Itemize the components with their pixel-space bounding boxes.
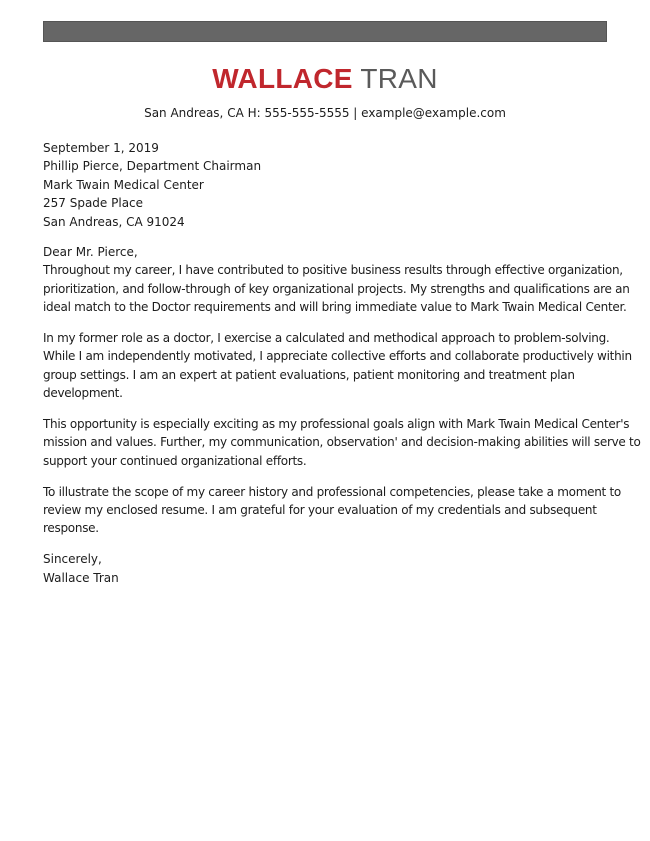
paragraph-line: Throughout my career, I have contributed to positive business results through effective organization, xyxy=(43,263,623,278)
recipient-city: San Andreas, CA 91024 xyxy=(43,214,185,229)
last-name: TRAN xyxy=(360,63,438,94)
paragraph-line: mission and values. Further, my communication, observation' and decision-making abilities will serve to xyxy=(43,435,641,450)
letter-date: September 1, 2019 xyxy=(43,141,159,155)
header-bar xyxy=(43,21,607,42)
paragraph-4 xyxy=(43,483,621,538)
recipient-organization: Mark Twain Medical Center xyxy=(43,177,204,192)
salutation: Dear Mr. Pierce, xyxy=(43,245,138,260)
recipient-name: Phillip Pierce, Department Chairman xyxy=(43,159,262,174)
recipient-street: 257 Spade Place xyxy=(43,196,144,211)
paragraph-line: In my former role as a doctor, I exercise a calculated and methodical approach to problem-solving. xyxy=(43,331,610,346)
recipient-address xyxy=(43,157,611,231)
paragraph-line: While I am independently motivated, I appreciate collective efforts and collaborate productively within xyxy=(43,349,632,364)
closing: Sincerely, xyxy=(43,552,102,567)
sign-off xyxy=(43,550,611,587)
paragraph-line: To illustrate the scope of my career history and professional competencies, please take a moment to xyxy=(43,484,621,499)
paragraph-line: review my enclosed resume. I am grateful for your evaluation of my credentials and subsequent xyxy=(43,503,597,518)
paragraph-2 xyxy=(43,329,632,403)
paragraph-line: development. xyxy=(43,386,123,401)
paragraph-line: support your continued organizational efforts. xyxy=(43,453,307,468)
paragraph-line: This opportunity is especially exciting as my professional goals align with Mark Twain Medical Center's xyxy=(43,417,630,432)
applicant-name xyxy=(0,62,650,96)
paragraph-line: ideal match to the Doctor requirements and will bring immediate value to Mark Twain Medical Center. xyxy=(43,300,627,315)
first-name: WALLACE xyxy=(212,63,353,94)
letter-body xyxy=(43,139,641,587)
paragraph-1 xyxy=(43,261,630,316)
paragraph-line: group settings. I am an expert at patient evaluations, patient monitoring and treatment plan xyxy=(43,367,575,382)
contact-info: San Andreas, CA H: 555-555-5555 | example@example.com xyxy=(144,106,506,120)
paragraph-3 xyxy=(43,415,641,470)
paragraph-line: prioritization, and follow-through of key organizational projects. My strengths and qualifications are an xyxy=(43,281,630,296)
signature: Wallace Tran xyxy=(43,570,119,585)
paragraph-line: response. xyxy=(43,521,99,536)
